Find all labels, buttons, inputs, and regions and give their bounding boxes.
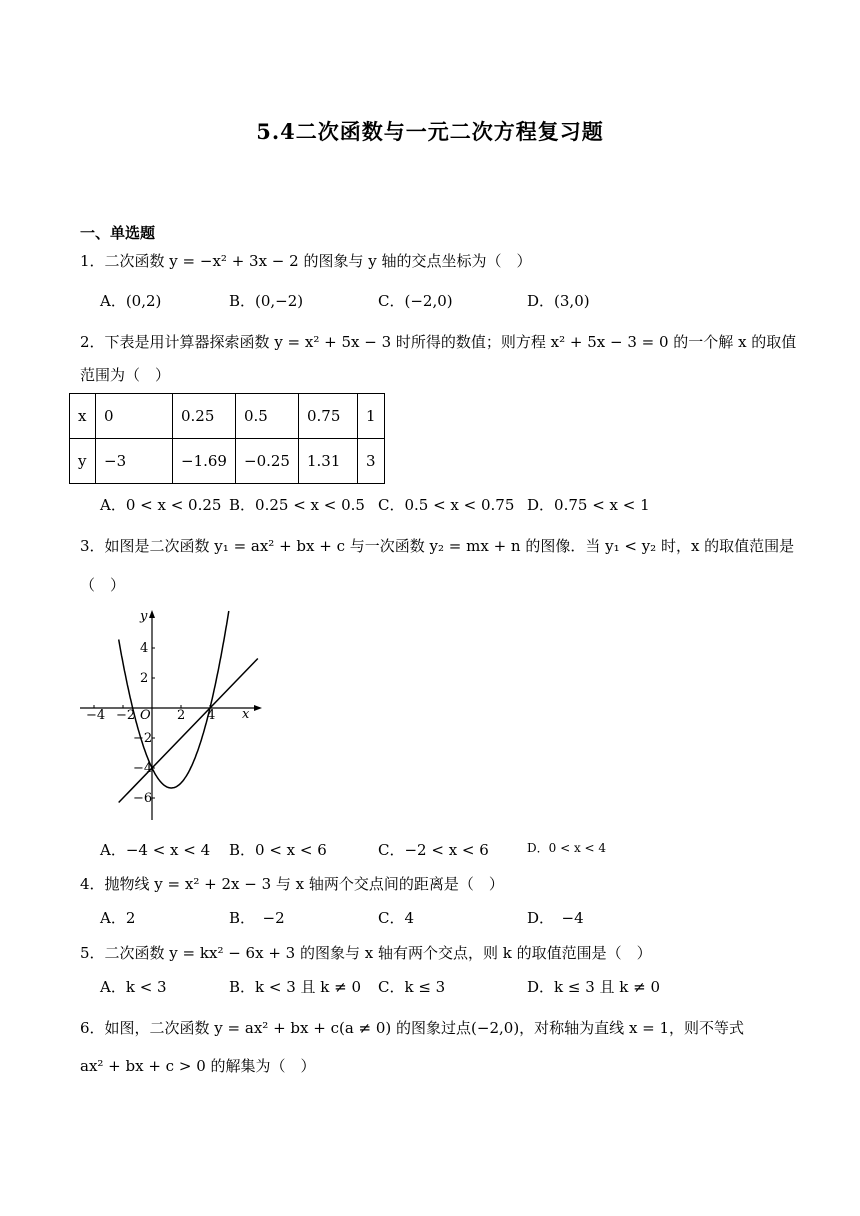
q5-option-b: B．k < 3 且 k ≠ 0 — [229, 978, 362, 996]
table-cell: 1 — [357, 394, 384, 439]
q1-option-c: C．(−2,0) — [378, 292, 453, 310]
table-cell: 3 — [357, 439, 384, 484]
q5-option-a: A．k < 3 — [100, 978, 167, 996]
q2-option-b: B．0.25 < x < 0.5 — [229, 496, 365, 514]
question-5-text: 5．二次函数 y = kx² − 6x + 3 的图象与 x 轴有两个交点，则 k 的取值范围是（ ） — [80, 944, 652, 962]
section-heading: 一、单选题 — [80, 224, 156, 242]
y-tick-label: −2 — [133, 731, 153, 746]
table-cell: 1.31 — [298, 439, 357, 484]
values-table — [69, 393, 385, 484]
question-4-text: 4．抛物线 y = x² + 2x − 3 与 x 轴两个交点间的距离是（ ） — [80, 875, 504, 893]
function-graph — [76, 604, 266, 826]
x-axis-label: x — [242, 707, 250, 722]
page-title: 5.4二次函数与一元二次方程复习题 — [256, 119, 604, 144]
table-cell: 0 — [96, 394, 173, 439]
table-cell: 0.75 — [298, 394, 357, 439]
x-axis-arrow — [254, 705, 262, 711]
question-3-line2: （ ） — [80, 576, 126, 594]
table-cell: x — [70, 394, 96, 439]
q1-option-a: A．(0,2) — [100, 292, 162, 310]
q2-option-d: D．0.75 < x < 1 — [527, 496, 650, 514]
y-axis-label: y — [140, 609, 148, 624]
q5-option-d: D．k ≤ 3 且 k ≠ 0 — [527, 978, 661, 996]
table-cell: −3 — [96, 439, 173, 484]
q3-option-a: A．−4 < x < 4 — [100, 841, 211, 859]
table-cell: −1.69 — [173, 439, 236, 484]
q1-option-b: B．(0,−2) — [229, 292, 304, 310]
q5-option-c: C．k ≤ 3 — [378, 978, 446, 996]
q3-option-d: D．0 < x < 4 — [527, 841, 607, 855]
y-tick-label: 4 — [140, 641, 149, 656]
q2-option-c: C．0.5 < x < 0.75 — [378, 496, 515, 514]
q3-option-c: C．−2 < x < 6 — [378, 841, 489, 859]
q4-option-d: D． −4 — [527, 909, 584, 927]
question-6-line2: ax² + bx + c > 0 的解集为（ ） — [80, 1057, 316, 1075]
table-cell: y — [70, 439, 96, 484]
table-cell: −0.25 — [236, 439, 299, 484]
question-1-text: 1．二次函数 y = −x² + 3x − 2 的图象与 y 轴的交点坐标为（ ） — [80, 252, 532, 270]
table-row — [70, 439, 385, 484]
x-tick-label: −4 — [86, 708, 106, 723]
y-tick-label: −4 — [133, 761, 153, 776]
q4-option-a: A．2 — [100, 909, 136, 927]
q1-option-d: D．(3,0) — [527, 292, 590, 310]
table-cell: 0.25 — [173, 394, 236, 439]
x-tick-label: 4 — [207, 708, 216, 723]
question-2-line2: 范围为（ ） — [80, 366, 171, 384]
table-cell: 0.5 — [236, 394, 299, 439]
y-axis-arrow — [149, 610, 155, 618]
x-tick-label: 2 — [177, 708, 186, 723]
q2-option-a: A．0 < x < 0.25 — [100, 496, 222, 514]
q4-option-c: C．4 — [378, 909, 415, 927]
table-row — [70, 394, 385, 439]
x-tick-label: −2 — [116, 708, 136, 723]
y-tick-label: 2 — [140, 671, 149, 686]
q3-option-b: B．0 < x < 6 — [229, 841, 327, 859]
y-tick-label: −6 — [133, 791, 153, 806]
q4-option-b: B． −2 — [229, 909, 285, 927]
origin-label: O — [140, 708, 151, 723]
question-6-line1: 6．如图，二次函数 y = ax² + bx + c(a ≠ 0) 的图象过点(−2,0)，对称轴为直线 x = 1，则不等式 — [80, 1019, 745, 1037]
question-2-line1: 2．下表是用计算器探索函数 y = x² + 5x − 3 时所得的数值；则方程 x² + 5x − 3 = 0 的一个解 x 的取值 — [80, 333, 797, 351]
question-3-line1: 3．如图是二次函数 y₁ = ax² + bx + c 与一次函数 y₂ = mx + n 的图像．当 y₁ < y₂ 时，x 的取值范围是 — [80, 537, 795, 555]
